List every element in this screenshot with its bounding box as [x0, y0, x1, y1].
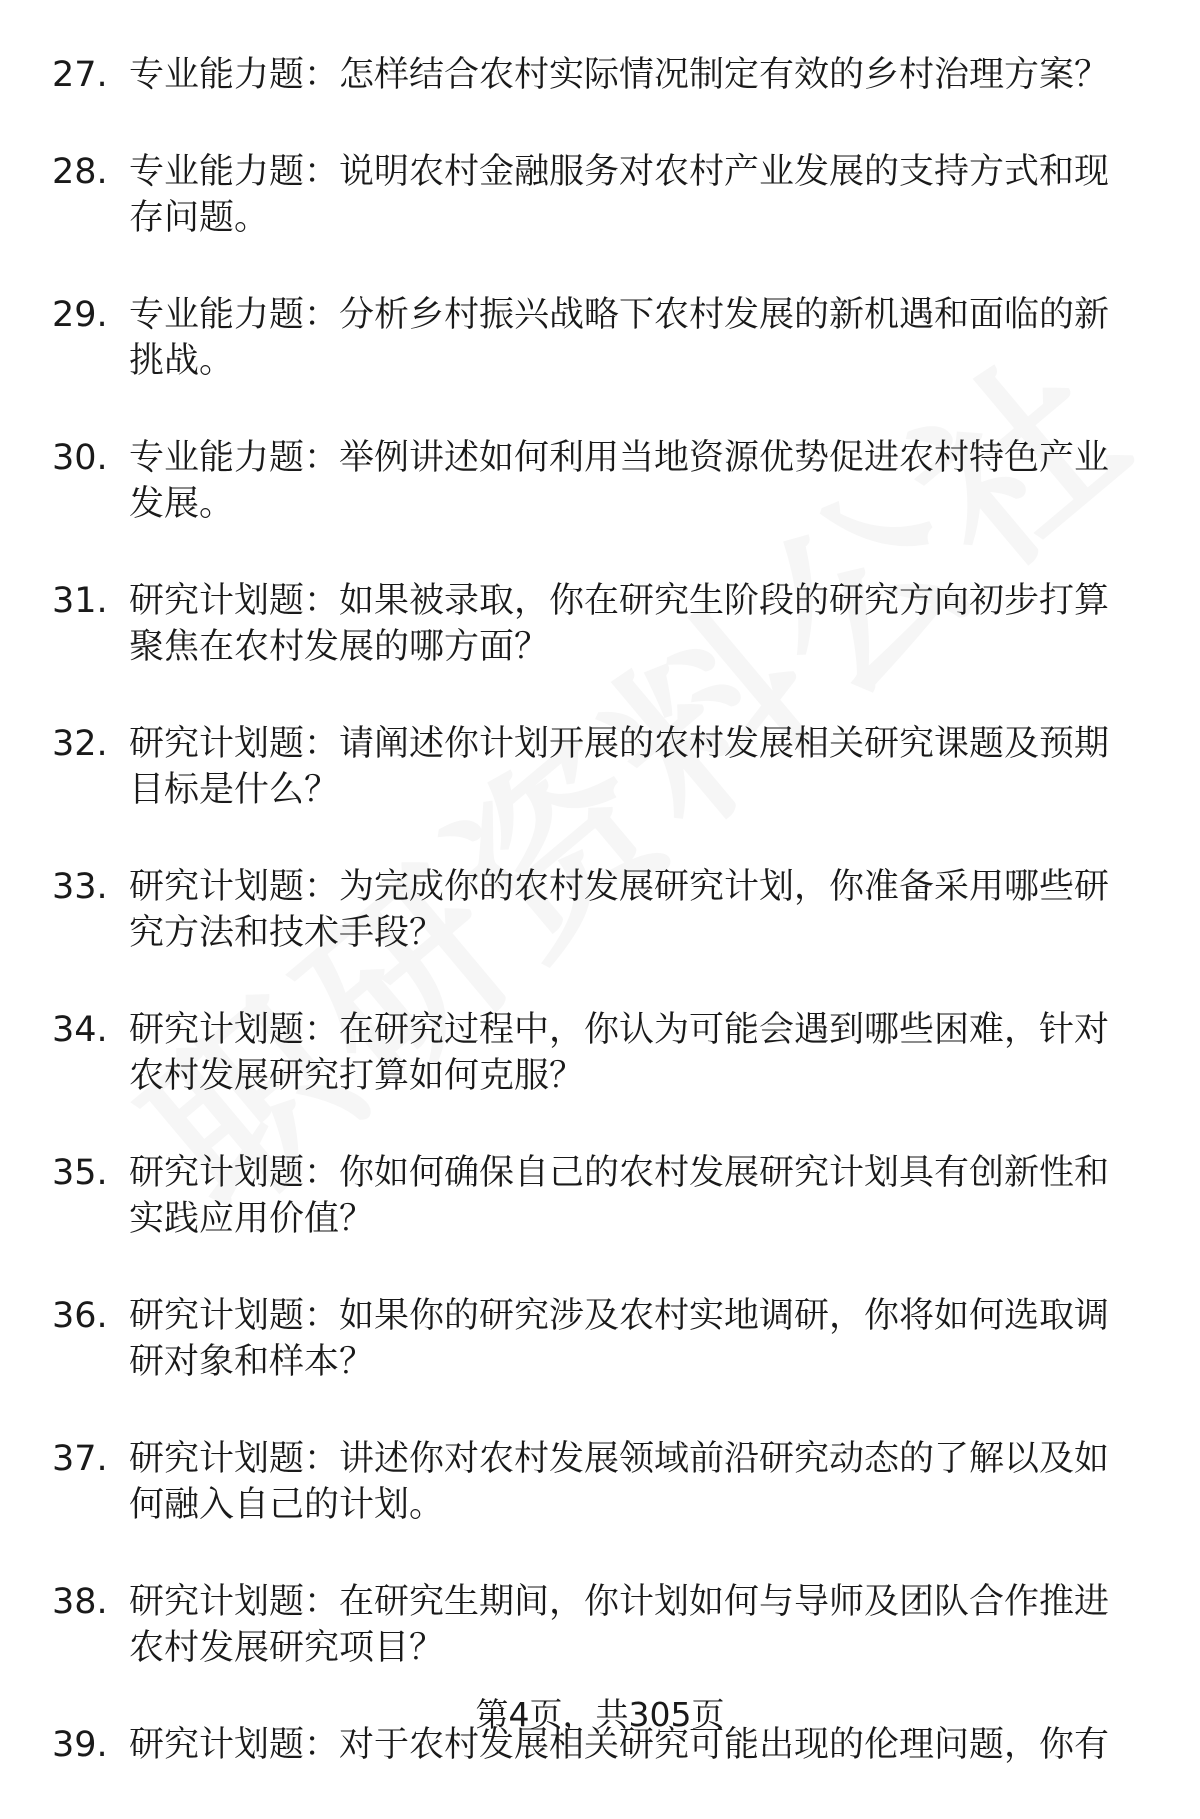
question-text: 专业能力题：怎样结合农村实际情况制定有效的乡村治理方案？ [129, 55, 1110, 95]
question-number: 30. [52, 438, 108, 478]
list-item [0, 52, 1200, 98]
question-number: 35. [52, 1153, 108, 1193]
question-number: 28. [52, 152, 108, 192]
list-item [0, 149, 1200, 241]
question-text: 研究计划题：在研究过程中，你认为可能会遇到哪些困难，针对农村发展研究打算如何克服？ [129, 1010, 1110, 1096]
list-item [0, 721, 1200, 813]
list-item [0, 1293, 1200, 1385]
question-text: 研究计划题：为完成你的农村发展研究计划，你准备采用哪些研究方法和技术手段？ [129, 867, 1110, 953]
question-number: 37. [52, 1439, 108, 1479]
question-text: 研究计划题：如果被录取，你在研究生阶段的研究方向初步打算聚焦在农村发展的哪方面？ [129, 581, 1110, 667]
question-text: 研究计划题：如果你的研究涉及农村实地调研，你将如何选取调研对象和样本？ [129, 1296, 1110, 1382]
question-number: 27. [52, 55, 108, 95]
list-item [0, 1579, 1200, 1671]
question-number: 31. [52, 581, 108, 621]
question-text: 研究计划题：请阐述你计划开展的农村发展相关研究课题及预期目标是什么？ [129, 724, 1110, 810]
question-number: 33. [52, 867, 108, 907]
list-item [0, 435, 1200, 527]
question-text: 研究计划题：你如何确保自己的农村发展研究计划具有创新性和实践应用价值？ [129, 1153, 1110, 1239]
question-text: 研究计划题：讲述你对农村发展领域前沿研究动态的了解以及如何融入自己的计划。 [129, 1439, 1110, 1525]
list-item [0, 578, 1200, 670]
list-item [0, 1436, 1200, 1528]
list-item [0, 1150, 1200, 1242]
question-text: 专业能力题：分析乡村振兴战略下农村发展的新机遇和面临的新挑战。 [129, 295, 1110, 381]
page-footer: 第4页，共305页 [475, 1695, 725, 1734]
question-number: 39. [52, 1725, 108, 1765]
list-item [0, 864, 1200, 956]
list-item [0, 1007, 1200, 1099]
question-number: 38. [52, 1582, 108, 1622]
question-number: 32. [52, 724, 108, 764]
question-number: 29. [52, 295, 108, 335]
question-text: 研究计划题：在研究生期间，你计划如何与导师及团队合作推进农村发展研究项目？ [129, 1582, 1110, 1668]
question-number: 34. [52, 1010, 108, 1050]
question-list [0, 52, 1200, 1819]
question-number: 36. [52, 1296, 108, 1336]
list-item [0, 292, 1200, 384]
question-text: 专业能力题：说明农村金融服务对农村产业发展的支持方式和现存问题。 [129, 152, 1110, 238]
question-text: 研究计划题：对于农村发展相关研究可能出现的伦理问题，你有 [129, 1725, 1110, 1765]
question-text: 专业能力题：举例讲述如何利用当地资源优势促进农村特色产业发展。 [129, 438, 1110, 524]
